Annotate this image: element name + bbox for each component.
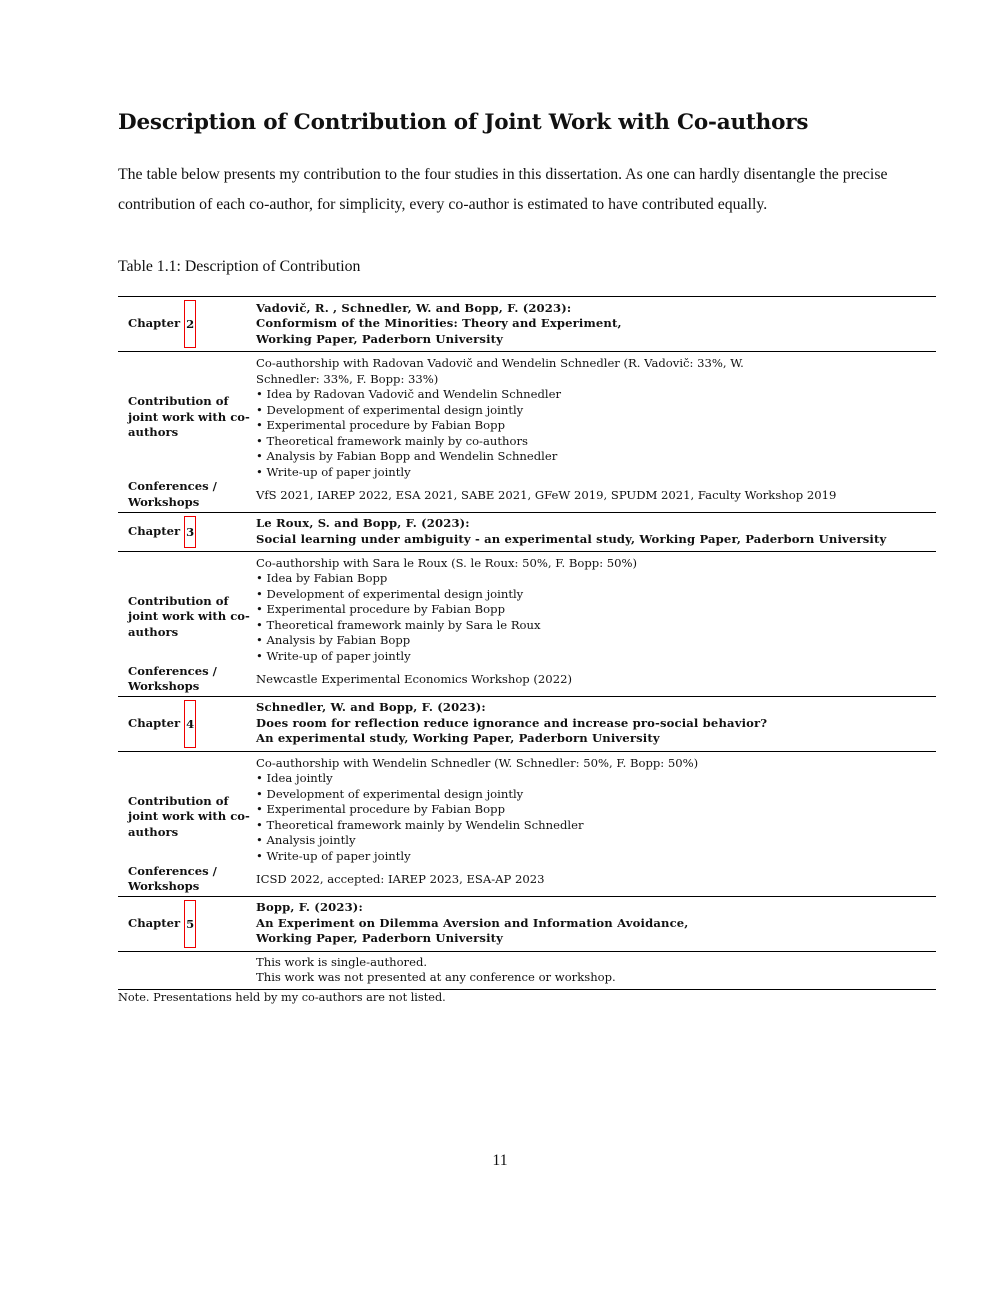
chapter-reference: Vadovič, R. , Schnedler, W. and Bopp, F. (2023): Conformism of the Minorities: Theory and Experiment, Working Paper, Paderborn University <box>256 300 622 346</box>
contribution-block <box>118 752 936 892</box>
chapter-row <box>118 513 936 551</box>
intro-paragraph: The table below presents my contribution to the four studies in this dissertation. As one can hardly disentangle the precise contribution of each co-author, for simplicity, every co-author is estimated to have contributed equally. <box>118 166 888 213</box>
single-author-row <box>118 952 936 989</box>
contribution-bullet: • Idea jointly <box>256 771 936 787</box>
contribution-bullet: • Write-up of paper jointly <box>256 849 936 865</box>
contribution-label: Contribution of joint work with co-authors <box>128 793 250 839</box>
single-author-text: This work is single-authored. <box>256 954 428 969</box>
chapter-row <box>118 297 936 351</box>
chapter-reference: Bopp, F. (2023): An Experiment on Dilemma Aversion and Information Avoidance, Working Paper, Paderborn University <box>256 900 689 946</box>
page-number: 11 <box>492 1152 508 1169</box>
chapter-link[interactable]: 2 <box>184 300 196 348</box>
contribution-bullet: • Analysis by Fabian Bopp <box>256 633 936 649</box>
contribution-bullet: • Analysis by Fabian Bopp and Wendelin Schnedler <box>256 449 936 465</box>
contribution-bullet: • Idea by Radovan Vadovič and Wendelin Schnedler <box>256 387 936 403</box>
contribution-label: Contribution of joint work with co-authors <box>128 593 250 639</box>
contribution-bullet: • Experimental procedure by Fabian Bopp <box>256 802 936 818</box>
contribution-block <box>118 552 936 692</box>
contribution-bullet: • Idea by Fabian Bopp <box>256 571 936 587</box>
contribution-block <box>118 352 936 508</box>
chapter-label: Chapter <box>128 915 181 930</box>
conferences-label: Conferences / Workshops <box>128 863 217 893</box>
chapter-reference: Schnedler, W. and Bopp, F. (2023): Does room for reflection reduce ignorance and increase pro-social behavior? An experimental study, Working Paper, Paderborn University <box>256 700 768 746</box>
contribution-bullet: • Theoretical framework mainly by Wendelin Schnedler <box>256 818 936 834</box>
contribution-bullet: • Experimental procedure by Fabian Bopp <box>256 418 936 434</box>
chapter-link[interactable]: 4 <box>184 700 196 748</box>
contribution-bullet: • Experimental procedure by Fabian Bopp <box>256 602 936 618</box>
conferences-label: Conferences / Workshops <box>128 663 217 693</box>
chapter-row <box>118 897 936 951</box>
chapter-row <box>118 697 936 751</box>
conferences-text: Newcastle Experimental Economics Workshop (2022) <box>256 672 572 686</box>
page-heading: Description of Contribution of Joint Work with Co-authors <box>118 110 809 135</box>
table-note: Note. Presentations held by my co-authors are not listed. <box>118 990 446 1004</box>
table-caption: Table 1.1: Description of Contribution <box>118 258 361 275</box>
contribution-bullet: • Theoretical framework mainly by co-authors <box>256 434 936 450</box>
conferences-text: VfS 2021, IAREP 2022, ESA 2021, SABE 2021, GFeW 2019, SPUDM 2021, Faculty Workshop 2019 <box>256 488 837 502</box>
contribution-bullet: • Analysis jointly <box>256 833 936 849</box>
chapter-link[interactable]: 3 <box>184 516 196 548</box>
contribution-bullet: • Development of experimental design jointly <box>256 403 936 419</box>
contribution-table <box>118 296 936 1005</box>
conferences-label: Conferences / Workshops <box>128 479 217 509</box>
contribution-bullet: • Development of experimental design jointly <box>256 587 936 603</box>
chapter-label: Chapter <box>128 316 181 331</box>
chapter-label: Chapter <box>128 715 181 730</box>
no-presentation-text: This work was not presented at any conference or workshop. <box>256 970 616 984</box>
contribution-label: Contribution of joint work with co-authors <box>128 394 250 439</box>
coauthorship-text: Co-authorship with Wendelin Schnedler (W. Schnedler: 50%, F. Bopp: 50%) <box>256 755 699 770</box>
contribution-bullet: • Write-up of paper jointly <box>256 465 936 481</box>
conferences-text: ICSD 2022, accepted: IAREP 2023, ESA-AP 2023 <box>256 872 545 886</box>
contribution-bullet: • Development of experimental design jointly <box>256 787 936 803</box>
chapter-reference: Le Roux, S. and Bopp, F. (2023): Social learning under ambiguity - an experimental study, Working Paper, Paderborn University <box>256 516 887 546</box>
coauthorship-text: Co-authorship with Sara le Roux (S. le Roux: 50%, F. Bopp: 50%) <box>256 555 638 570</box>
contribution-bullet: • Write-up of paper jointly <box>256 649 936 665</box>
coauthorship-text: Co-authorship with Radovan Vadovič and Wendelin Schnedler (R. Vadovič: 33%, W. Schnedler: 33%, F. Bopp: 33%) <box>256 356 744 386</box>
chapter-link[interactable]: 5 <box>184 900 196 948</box>
chapter-label: Chapter <box>128 523 181 538</box>
contribution-bullet: • Theoretical framework mainly by Sara le Roux <box>256 618 936 634</box>
